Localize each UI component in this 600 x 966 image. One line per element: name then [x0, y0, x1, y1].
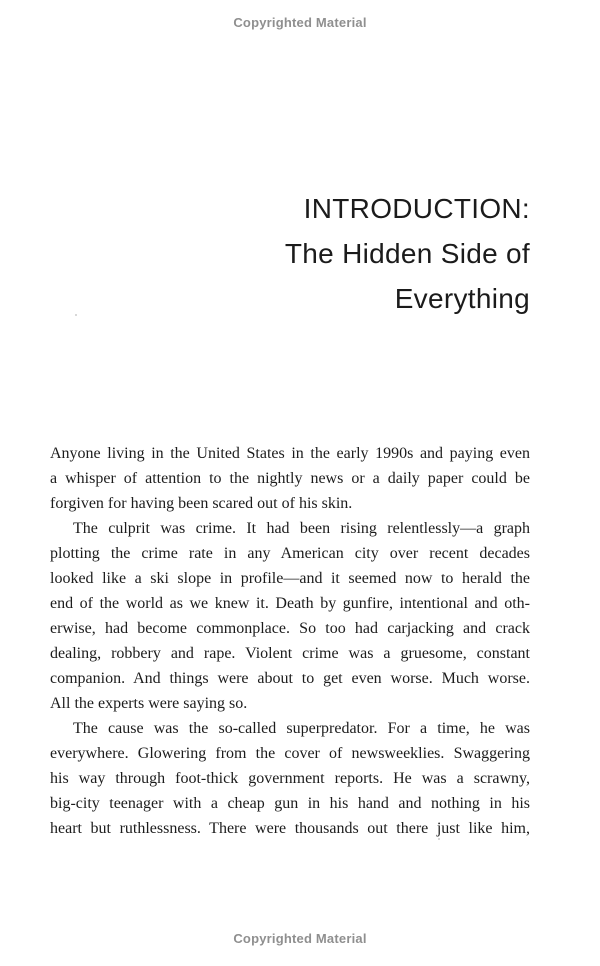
text-line: The culprit was crime. It had been rising relentlessly—a graph: [73, 520, 530, 537]
scan-speck: [438, 838, 440, 840]
title-line-main: The Hidden Side of: [284, 238, 530, 269]
text-line: heart but ruthlessness. There were thousands out there just like him,: [50, 820, 530, 837]
title-line-kicker: INTRODUCTION:: [303, 193, 530, 224]
text-line: dealing, robbery and rape. Violent crime was a gruesome, constant: [50, 645, 530, 662]
text-line: forgiven for having been scared out of his skin.: [50, 495, 353, 512]
chapter-title: [50, 186, 530, 321]
body-text: [50, 441, 530, 841]
text-line: everywhere. Glowering from the cover of newsweeklies. Swaggering: [50, 745, 530, 762]
text-line: plotting the crime rate in any American city over recent decades: [50, 545, 530, 562]
paragraph: [50, 441, 530, 516]
title-line-sub: Everything: [394, 283, 530, 314]
text-line: his way through foot-thick government reports. He was a scrawny,: [50, 770, 530, 787]
text-line: big-city teenager with a cheap gun in his hand and nothing in his: [50, 795, 530, 812]
paragraph: [50, 716, 530, 841]
text-line: companion. And things were about to get even worse. Much worse.: [50, 670, 530, 687]
copyright-watermark-top: Copyrighted Material: [233, 15, 367, 30]
text-line: a whisper of attention to the nightly news or a daily paper could be: [50, 470, 530, 487]
text-line: The cause was the so-called superpredator. For a time, he was: [73, 720, 530, 737]
text-line: erwise, had become commonplace. So too had carjacking and crack: [50, 620, 530, 637]
text-line: looked like a ski slope in profile—and it seemed now to herald the: [50, 570, 530, 587]
text-line: Anyone living in the United States in the early 1990s and paying even: [50, 445, 530, 462]
text-line: end of the world as we knew it. Death by gunfire, intentional and oth-: [50, 595, 530, 612]
paragraph: [50, 516, 530, 716]
scan-speck: [75, 314, 77, 316]
text-line: All the experts were saying so.: [50, 695, 248, 712]
copyright-watermark-bottom: Copyrighted Material: [233, 931, 367, 946]
